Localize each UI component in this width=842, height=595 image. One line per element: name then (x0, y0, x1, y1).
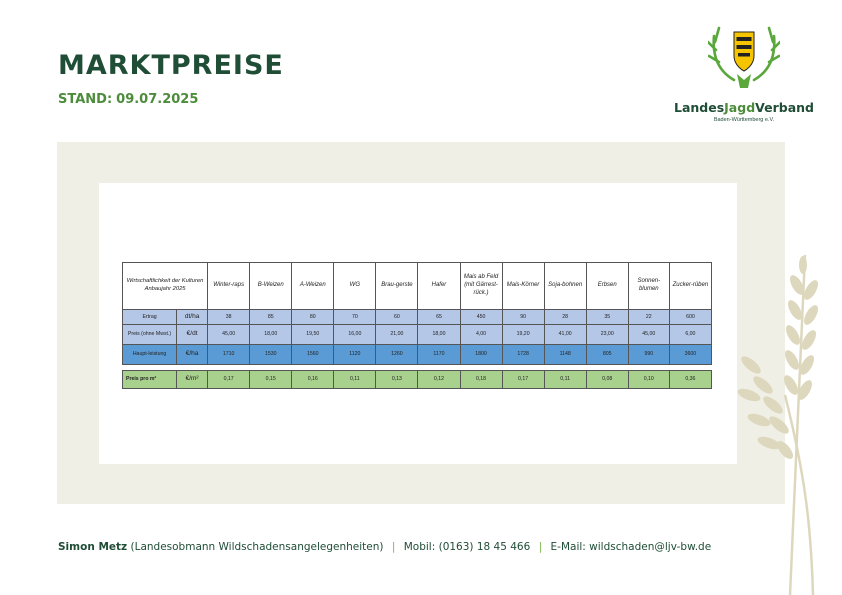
table-header-row (123, 263, 712, 310)
row-label: Haupt-leistung (123, 345, 177, 365)
table-cell: 85 (250, 310, 292, 325)
table-cell: 6,00 (669, 325, 711, 345)
table-cell: 1260 (376, 345, 418, 365)
crop-header: Erbsen (586, 263, 628, 310)
table-cell: 1148 (544, 345, 586, 365)
crop-header: Mais-Körner (502, 263, 544, 310)
row-unit: dt/ha (177, 310, 208, 325)
table-cell: 60 (376, 310, 418, 325)
table-cell: 16,00 (334, 325, 376, 345)
table-cell: 23,00 (586, 325, 628, 345)
antler-crest-icon (708, 22, 780, 98)
table-cell: 18,00 (250, 325, 292, 345)
table-cell: 80 (292, 310, 334, 325)
stand-date: 09.07.2025 (116, 92, 199, 107)
crop-header: Soja-bohnen (544, 263, 586, 310)
table-cell: 805 (586, 345, 628, 365)
contact-name: Simon Metz (58, 541, 128, 553)
table-cell: 0,12 (418, 371, 460, 389)
market-price-table (122, 262, 712, 389)
contact-role: (Landesobmann Wildschadensangelegenheiten) (130, 541, 384, 553)
table-cell: 450 (460, 310, 502, 325)
contact-phone: Mobil: (0163) 18 45 466 (403, 541, 531, 553)
table-cell: 0,13 (376, 371, 418, 389)
logo-wordmark: LandesJagdVerband (673, 100, 815, 115)
crop-header: A-Weizen (292, 263, 334, 310)
table-cell: 19,50 (292, 325, 334, 345)
stand-label: STAND: (58, 92, 113, 107)
table-cell: 45,00 (628, 325, 669, 345)
row-label: Preis pro m² (123, 371, 177, 389)
logo-subtitle: Baden-Württemberg e.V. (713, 117, 775, 123)
table-cell: 1710 (208, 345, 250, 365)
table-cell: 0,17 (208, 371, 250, 389)
table-cell: 19,20 (502, 325, 544, 345)
table-cell: 0,08 (586, 371, 628, 389)
row-unit: €/dt (177, 325, 208, 345)
row-unit: €/ha (177, 345, 208, 365)
row-label: Preis (ohne Mwst.) (123, 325, 177, 345)
table-cell: 22 (628, 310, 669, 325)
ljv-logo (672, 22, 816, 132)
table-cell: 0,11 (544, 371, 586, 389)
crop-header: Mais ab Feld (mit Gärrest-rück.) (460, 263, 502, 310)
table-corner-label: Wirtschaftlichkeit der Kulturen Anbaujahr 2025 (123, 263, 208, 310)
table-row-preis-pro-m2 (123, 371, 712, 389)
stand-line (58, 92, 198, 107)
table-cell: 70 (334, 310, 376, 325)
table-cell: 0,11 (334, 371, 376, 389)
wheat-decoration-icon (735, 245, 842, 595)
table-cell: 35 (586, 310, 628, 325)
crop-header: Brau-gerste (376, 263, 418, 310)
table-cell: 0,17 (502, 371, 544, 389)
crop-header: Hafer (418, 263, 460, 310)
table-cell: 0,15 (250, 371, 292, 389)
crop-header: Winter-raps (208, 263, 250, 310)
table-cell: 21,00 (376, 325, 418, 345)
table-cell: 0,18 (460, 371, 502, 389)
table-row-ertrag (123, 310, 712, 325)
table-cell: 3600 (669, 345, 711, 365)
table-cell: 0,10 (628, 371, 669, 389)
footer-separator: | (538, 541, 543, 553)
table-cell: 65 (418, 310, 460, 325)
crop-header: Zucker-rüben (669, 263, 711, 310)
table-cell: 0,36 (669, 371, 711, 389)
row-label: Ertrag (123, 310, 177, 325)
table-row-hauptleistung (123, 345, 712, 365)
contact-email[interactable]: E-Mail: wildschaden@ljv-bw.de (550, 541, 712, 553)
table-cell: 1560 (292, 345, 334, 365)
crop-header: WG (334, 263, 376, 310)
page-title: MARKTPREISE (58, 50, 284, 81)
row-unit: €/m² (177, 371, 208, 389)
table-cell: 1170 (418, 345, 460, 365)
crop-header: Sonnen-blumen (628, 263, 669, 310)
table-cell: 41,00 (544, 325, 586, 345)
table-cell: 1120 (334, 345, 376, 365)
table-cell: 600 (669, 310, 711, 325)
footer-separator: | (391, 541, 396, 553)
contact-footer (58, 541, 711, 553)
table-cell: 4,00 (460, 325, 502, 345)
crop-header: B-Weizen (250, 263, 292, 310)
table-cell: 1800 (460, 345, 502, 365)
table-cell: 0,16 (292, 371, 334, 389)
table-cell: 38 (208, 310, 250, 325)
table-cell: 45,00 (208, 325, 250, 345)
table-row-preis (123, 325, 712, 345)
table-cell: 90 (502, 310, 544, 325)
table-cell: 1728 (502, 345, 544, 365)
table-cell: 990 (628, 345, 669, 365)
table-cell: 28 (544, 310, 586, 325)
table-cell: 1530 (250, 345, 292, 365)
table-cell: 18,00 (418, 325, 460, 345)
